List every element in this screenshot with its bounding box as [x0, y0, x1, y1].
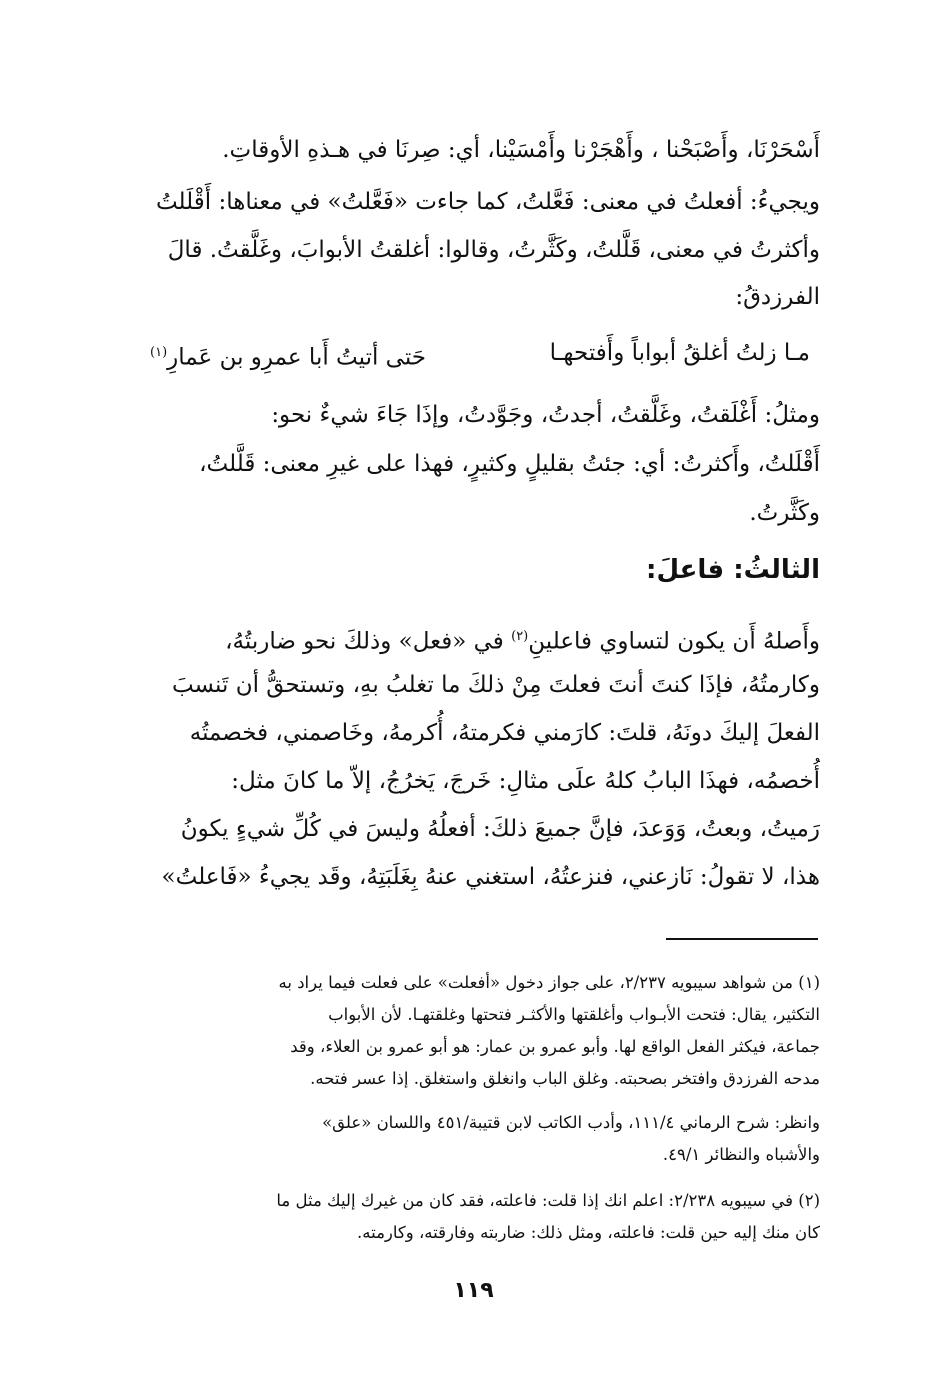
main-text-line-4: الفرزدقُ: [735, 284, 820, 310]
section-text-line-1b: في «فعل» وذلكَ نحو ضاربتُهُ، [225, 628, 512, 655]
main-text-line-2: ويجيءُ: أفعلتُ في معنى: فَعَّلتُ، كما جاءت «فَعَّلتُ» في معناها: أَقْلَلتُ [155, 189, 820, 215]
main-text-line-3: وأكثرتُ في معنى، قَلَّلتُ، وكَثَّرتُ، وقالوا: أغلقتُ الأبوابَ، وغَلَّقتُ. قالَ [167, 237, 820, 263]
section-text-line-1 [120, 617, 820, 662]
section-text-line-3: الفعلَ إليكَ دونَهُ، قلتَ: كارَمني فكرمتهُ، أُكرمهُ، وخَاصمني، فخصمتُه [189, 720, 820, 746]
main-text-line-1: أَسْحَرْنَا، وأَصْبَحْنا ، وأَهْجَرْنا وأَمْسَيْنا، أي: صِرنَا في هـذهِ الأوقاتِ. [222, 137, 820, 163]
verse-second-hemistich [150, 333, 426, 378]
footnote-1-line-5: وانظر: شرح الرماني ١١١/٤، وأدب الكاتب لابن قتيبة/٤٥١ واللسان «علق» [322, 1113, 820, 1132]
footnote-1-line-6: والأشباه والنظائر ٤٩/١. [662, 1145, 820, 1164]
section-heading: الثالثُ: فاعلَ: [646, 555, 820, 585]
footnote-2-line-2: كان منك إليه حين قلت: فاعلته، ومثل ذلك: ضاربته وفارقته، وكارمته. [357, 1223, 820, 1242]
footnote-1-line-1: (١) من شواهد سيبويه ٢/٢٣٧، على جواز دخول «أفعلت» على فعلت فيما يراد به [278, 973, 820, 992]
footnote-marker-2: (٢) [511, 629, 529, 644]
footnote-separator [666, 938, 818, 940]
page-number: ١١٩ [453, 1278, 494, 1303]
footnote-2-line-1: (٢) في سيبويه ٢/٢٣٨: اعلم انك إذا قلت: فاعلته، فقد كان من غيرك إليك مثل ما [276, 1191, 820, 1210]
section-text-line-5: رَميتُ، وبعتُ، وَوَعدَ، فإنَّ جميعَ ذلكَ: أفعلُهُ وليسَ في كُلِّ شيءٍ يكونُ [180, 816, 820, 842]
verse-first-hemistich: مـا زلتُ أغلقُ أبواباً وأَفتحهـا [549, 340, 810, 366]
section-text-line-6: هذا، لا تقولُ: نَازعني، فنزعتُهُ، استغني عنهُ بِغَلَبَتِهُ، وقَد يجيءُ «فَاعلتُ» [161, 864, 820, 890]
section-text-line-2: وكارمتُهُ، فإذَا كنتَ أنتَ فعلتَ مِنْ ذلكَ ما تغلبُ بهِ، وتستحقُّ أن تَنسبَ [171, 672, 820, 698]
poetry-verse [150, 333, 810, 378]
section-text-line-4: أُخصمُه، فهذَا البابُ كلهُ علَى مثالِ: خَرجَ، يَخرُجُ، إلاّ ما كانَ مثل: [231, 768, 820, 794]
main-text-line-5: ومثلُ: أَغْلَقتُ، وغَلَّقتُ، أجدتُ، وجَوَّدتُ، وإذَا جَاءَ شيءٌ نحو: [271, 402, 820, 428]
section-text-line-1a: وأَصلهُ أَن يكون لتساوي فاعلينِ [528, 628, 820, 655]
footnote-1-line-4: مدحه الفرزدق وافتخر بصحبته. وغلق الباب وانغلق واستغلق. إذا عسر فتحه. [310, 1069, 820, 1088]
main-text-line-6: أَقْلَلتُ، وأَكثرتُ: أي: جئتُ بقليلٍ وكثيرٍ، فهذا على غيرِ معنى: قَلَّلتُ، [199, 451, 820, 477]
verse-second-text: حَتى أتيتُ أَبا عمرِو بن عَمارِ [167, 344, 427, 371]
footnote-1-line-2: التكثير، يقال: فتحت الأبـواب وأغلقتها والأكثـر فتحتها وغلقتهـا. لأن الأبواب [328, 1005, 820, 1024]
footnote-1-line-3: جماعة، فيكثر الفعل الواقع لها. وأبو عمرو بن عمار: هو أبو عمرو بن العلاء، وقد [290, 1037, 820, 1056]
main-text-line-7: وكَثَّرتُ. [749, 500, 820, 526]
footnote-marker-1: (١) [150, 345, 168, 360]
